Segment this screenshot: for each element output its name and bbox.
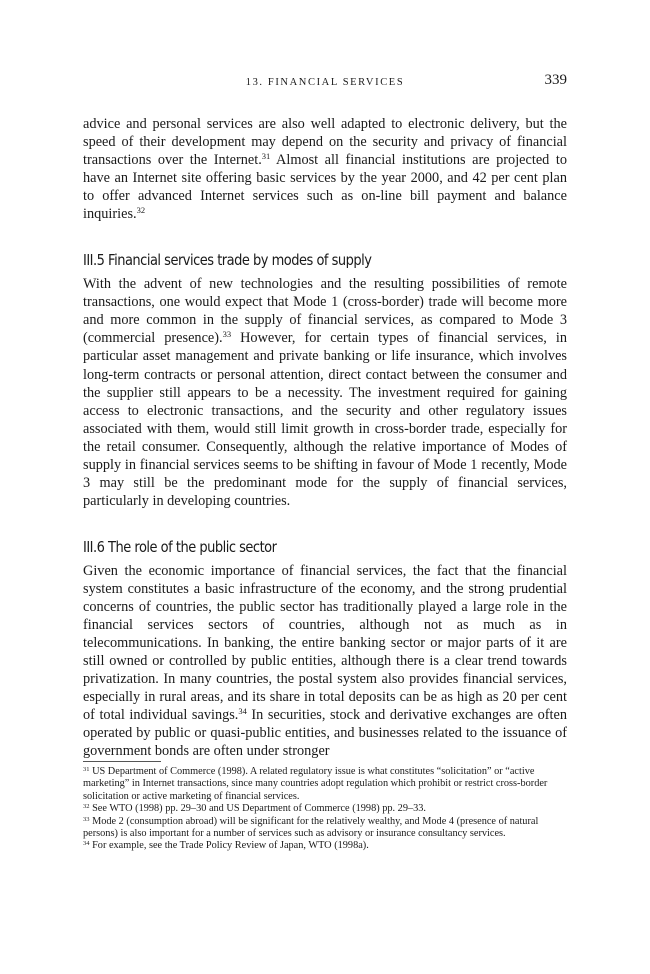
footnote-text: US Department of Commerce (1998). A related regulatory issue is what constitutes “solicitation” or “active marketing” in Internet transactions, since many countries adopt regulation which prohibit or restrict cross-border solicitation or active marketing of financial services.	[83, 766, 548, 802]
paragraph-text: However, for certain types of financial services, in particular asset management and private banking or life insurance, which involves long-term contracts or personal attention, direct contact between the consumer and the supplier still appears to be a necessity. The investment required for gaining access to electronic transactions, and the security and other regulatory issues associated with them, would still limit growth in cross-border trade, especially for the retail consumer. Consequently, although the relative importance of Modes of supply in financial services seems to be shifting in favour of Mode 1 recently, Mode 3 may still be the predominant mode for the supply of financial services, particularly in developing countries.	[83, 330, 567, 509]
footnote-32	[83, 803, 567, 815]
document-page	[83, 0, 567, 974]
footnote-ref-32: 32	[136, 205, 146, 216]
footnote-ref-31: 31	[261, 151, 271, 162]
footnote-34	[83, 840, 567, 852]
footnote-text: For example, see the Trade Policy Review of Japan, WTO (1998a).	[89, 840, 369, 852]
paragraph-continuation	[83, 115, 567, 223]
paragraph-text: Given the economic importance of financial services, the fact that the financial system constitutes a basic infrastructure of the economy, and the strong prudential concerns of countries, the public sector has traditionally played a large role in the financial services sectors of countries, although not as much as in telecommunications. In banking, the entire banking sector or major parts of it are still owned or controlled by public entities, although there is a clear trend towards privatization. In many countries, the postal system also provides financial services, especially in rural areas, and its share in total deposits can be as high as 20 per cent of total individual savings.	[83, 562, 567, 724]
section-heading-3-5: III.5 Financial services trade by modes of supply	[83, 251, 372, 270]
paragraph-public-sector	[83, 562, 567, 761]
paragraph-text: With the advent of new technologies and the resulting possibilities of remote transactions, one would expect that Mode 1 (cross-border) trade will become more and more common in the supply of financial services, as compared to Mode 3 (commercial presence).	[83, 276, 567, 347]
footnote-33	[83, 816, 567, 841]
footnotes	[83, 766, 567, 853]
footnote-number: 34	[83, 840, 90, 848]
paragraph-text: Almost all financial institutions are projected to have an Internet site offering basic services by the year 2000, and 42 per cent plan to offer advanced Internet services such as on-line bill payment and balance inquiries.	[83, 152, 567, 223]
footnote-ref-33: 33	[222, 329, 232, 340]
running-title: 13. FINANCIAL SERVICES	[245, 77, 405, 88]
page-number: 339	[544, 72, 567, 88]
body-text	[83, 115, 567, 760]
footnote-number: 32	[83, 803, 90, 811]
paragraph-text: advice and personal services are also well adapted to electronic delivery, but the speed of their development may depend on the security and privacy of financial transactions over the Internet.	[83, 116, 567, 169]
footnote-number: 31	[83, 766, 90, 773]
footnote-divider	[83, 761, 161, 762]
footnote-text: See WTO (1998) pp. 29–30 and US Department of Commerce (1998) pp. 29–33.	[89, 803, 426, 815]
running-header	[83, 72, 567, 92]
paragraph-text: In securities, stock and derivative exchanges are often operated by public or quasi-public entities, and businesses related to the issuance of government bonds are often under stronger	[83, 707, 567, 760]
paragraph-modes-of-supply	[83, 275, 567, 510]
section-heading-3-6: III.6 The role of the public sector	[83, 537, 277, 556]
footnote-31	[83, 766, 567, 803]
footnote-ref-34: 34	[238, 706, 247, 717]
footnote-text: Mode 2 (consumption abroad) will be significant for the relatively wealthy, and Mode 4 (presence of natural persons) is also important for a number of services such as advisory or insurance consultancy services.	[83, 815, 539, 840]
footnote-number: 33	[83, 815, 90, 823]
